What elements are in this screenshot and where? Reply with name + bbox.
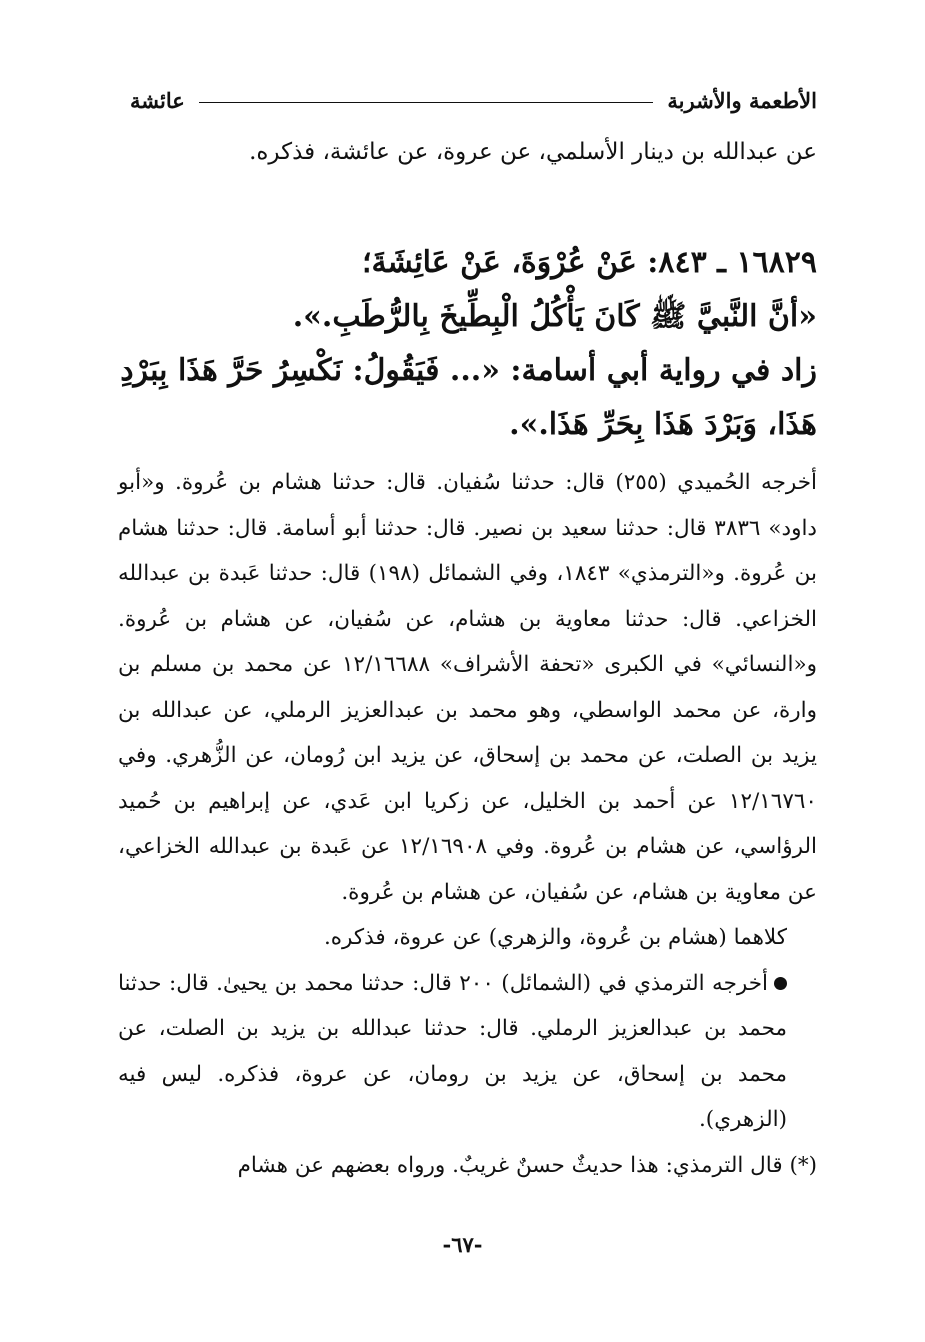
running-header xyxy=(130,80,817,120)
header-narrator: عائشة xyxy=(130,87,185,113)
takhrij-paragraph-3-text: أخرجه الترمذي في (الشمائل) ٢٠٠ قال: حدثنا محمد بن يحيىٰ. قال: حدثنا محمد بن عبدالعزيز الرملي. قال: حدثنا عبدالله بن يزيد بن الصلت، عن محمد بن إسحاق، عن يزيد بن رومان، عن عروة، فذكره. ليس فيه (الزهري). xyxy=(118,970,787,1132)
takhrij-paragraph-1: أخرجه الحُميدي (٢٥٥) قال: حدثنا سُفيان. قال: حدثنا هشام بن عُروة. و«أبو داود» ٣٨٣٦ قال: حدثنا سعيد بن نصير. قال: حدثنا أبو أسامة. قال: حدثنا هشام بن عُروة. و«الترمذي» ١٨٤٣، وفي الشمائل (١٩٨) قال: حدثنا عَبدة بن عبدالله الخزاعي. قال: حدثنا معاوية بن هشام، عن سُفيان، عن هشام بن عُروة. و«النسائي» في الكبرى «تحفة الأشراف» ١٢/١٦٦٨٨ عن محمد بن مسلم بن وارة، عن محمد الواسطي، وهو محمد بن عبدالعزيز الرملي، عن عبدالله بن يزيد بن الصلت، عن محمد بن إسحاق، عن يزيد ابن رُومان، عن الزُّهري. وفي ١٢/١٦٧٦٠ عن أحمد بن الخليل، عن زكريا ابن عَدي، عن إبراهيم بن حُميد الرؤاسي، عن هشام بن عُروة. وفي ١٢/١٦٩٠٨ عن عَبدة بن عبدالله الخزاعي، عن معاوية بن هشام، عن سُفيان، عن هشام بن عُروة. xyxy=(118,470,818,905)
takhrij-section xyxy=(118,460,817,1188)
header-rule xyxy=(199,102,654,103)
takhrij-paragraph-2: كلاهما (هشام بن عُروة، والزهري) عن عروة، فذكره. xyxy=(323,925,787,950)
hadith-line-3: زاد في رواية أبي أسامة: «... فَيَقُولُ: نَكْسِرُ حَرَّ هَذَا بِبَرْدِ xyxy=(120,353,817,388)
takhrij-paragraph-3 xyxy=(118,961,817,1143)
hadith-line-2: «أنَّ النَّبيَّ ﷺ كَانَ يَأْكُلُ الْبِطِّيخَ بِالرُّطَبِ.». xyxy=(292,299,817,334)
page-number: -٦٧- xyxy=(442,1232,483,1257)
takhrij-paragraph-4: (*) قال الترمذي: هذا حديثٌ حسنٌ غريبٌ. ورواه بعضهم عن هشام xyxy=(237,1152,817,1178)
header-section-title: الأطعمة والأشربة xyxy=(667,87,817,113)
hadith-text xyxy=(118,236,817,452)
bullet-icon xyxy=(774,977,787,990)
hadith-line-1: ١٦٨٢٩ ـ ٨٤٣: عَنْ عُرْوَةَ، عَنْ عَائِشَةَ؛ xyxy=(361,245,817,280)
hadith-line-4: هَذَا، وَبَرْدَ هَذَا بِحَرِّ هَذَا.». xyxy=(509,407,817,442)
intro-line: عن عبدالله بن دينار الأسلمي، عن عروة، عن عائشة، فذكره. xyxy=(249,139,817,165)
